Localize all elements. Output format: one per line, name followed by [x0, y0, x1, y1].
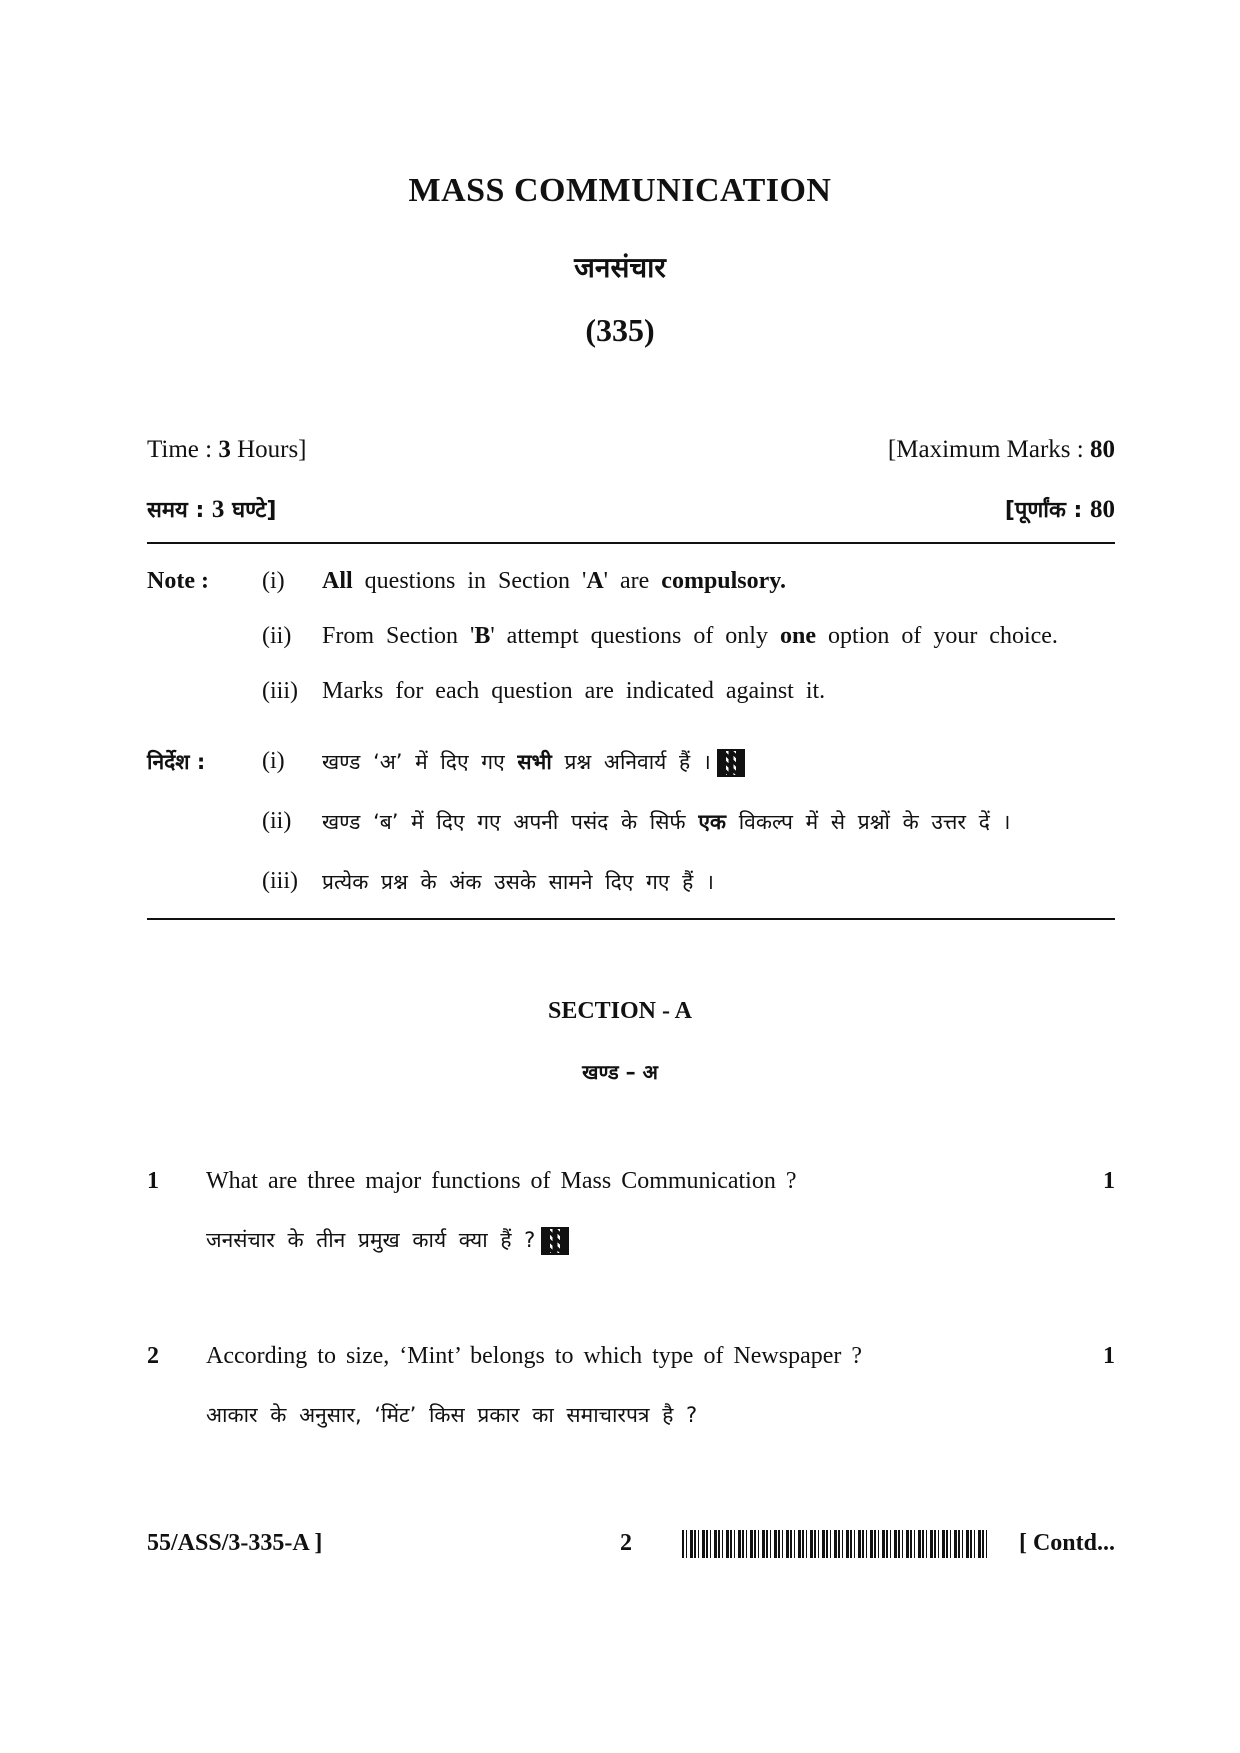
- note-number-hindi: (iii): [262, 868, 298, 894]
- time-info: Time : 3 Hours]: [147, 436, 307, 463]
- question-text-hindi: आकार के अनुसार, ‘मिंट’ किस प्रकार का समाचारपत्र है ?: [206, 1403, 698, 1427]
- note-item: From Section 'B' attempt questions of only one option of your choice.: [322, 623, 1058, 649]
- note-number: (i): [262, 568, 285, 594]
- section-title-hindi: खण्ड – अ: [582, 1060, 658, 1084]
- qr-code-icon: [717, 749, 745, 777]
- note-number-hindi: (i): [262, 748, 285, 774]
- note-number: (iii): [262, 678, 298, 704]
- note-label-hindi: निर्देश :: [147, 750, 206, 774]
- note-number: (ii): [262, 623, 292, 649]
- question-marks: 1: [1103, 1168, 1115, 1194]
- subject-code: (335): [585, 312, 655, 348]
- section-title: SECTION - A: [547, 998, 693, 1024]
- question-marks: 1: [1103, 1343, 1115, 1369]
- continued-label: [ Contd...: [1018, 1530, 1115, 1556]
- question-number: 1: [147, 1168, 159, 1194]
- paper-code: 55/ASS/3-335-A ]: [147, 1530, 323, 1556]
- top-divider: [147, 542, 1115, 544]
- question-text: What are three major functions of Mass Communication ?: [206, 1168, 797, 1194]
- note-item-hindi: प्रत्येक प्रश्न के अंक उसके सामने दिए गए हैं ।: [322, 870, 714, 894]
- max-marks-info-hindi: [पूर्णांक : 80: [1004, 496, 1115, 523]
- paper-title: MASS COMMUNICATION: [408, 172, 832, 209]
- note-item-hindi: खण्ड ‘ब’ में दिए गए अपनी पसंद के सिर्फ एक विकल्प में से प्रश्नों के उत्तर दें ।: [322, 810, 1011, 834]
- note-item: All questions in Section 'A' are compulsory.: [322, 568, 786, 594]
- time-info-hindi: समय : 3 घण्टे]: [147, 496, 277, 523]
- bottom-divider: [147, 918, 1115, 920]
- barcode-icon: [682, 1530, 990, 1558]
- note-label: Note :: [147, 568, 209, 594]
- page-number: 2: [620, 1530, 632, 1556]
- qr-code-icon: [541, 1227, 569, 1255]
- note-item-hindi: खण्ड ‘अ’ में दिए गए सभी प्रश्न अनिवार्य हैं ।: [322, 748, 745, 777]
- note-item: Marks for each question are indicated against it.: [322, 678, 826, 704]
- max-marks-info: [Maximum Marks : 80: [887, 436, 1115, 463]
- paper-title-hindi: जनसंचार: [574, 251, 666, 284]
- question-number: 2: [147, 1343, 159, 1369]
- question-text-hindi: जनसंचार के तीन प्रमुख कार्य क्या हैं ?: [206, 1226, 569, 1255]
- note-number-hindi: (ii): [262, 808, 292, 834]
- question-text: According to size, ‘Mint’ belongs to which type of Newspaper ?: [206, 1343, 863, 1369]
